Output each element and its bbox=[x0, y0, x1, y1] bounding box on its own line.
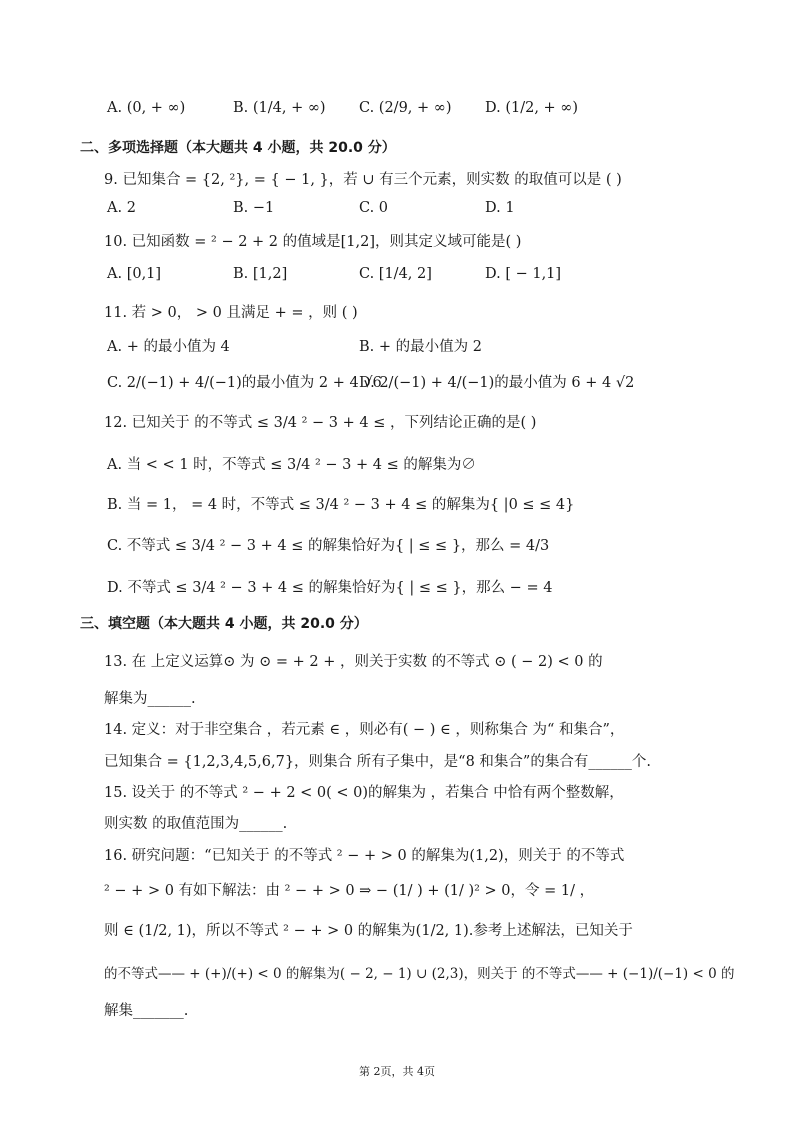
q12-option-d: D. 不等式 ≤ 3/4 ² − 3 + 4 ≤ 的解集恰好为{ | ≤ ≤ }，那么 − = 4 bbox=[107, 580, 553, 596]
q11-option-d: D. 2/(−1) + 4/(−1)的最小值为 6 + 4 √2 bbox=[359, 375, 635, 391]
question-16-line-1: 16. 研究问题：“已知关于 的不等式 ² − + > 0 的解集为(1,2)，则关于 的不等式 bbox=[104, 848, 625, 864]
q9-option-c: C. 0 bbox=[359, 200, 389, 216]
q8-option-d: D. (1/2, + ∞) bbox=[485, 100, 579, 116]
q10-option-c: C. [1/4, 2] bbox=[359, 266, 432, 282]
question-15-line-1: 15. 设关于 的不等式 ² − + 2 < 0( < 0)的解集为 ，若集合 中恰有两个整数解， bbox=[104, 785, 624, 801]
question-14-line-2: 已知集合 = {1,2,3,4,5,6,7}，则集合 所有子集中，是“8 和集合”的集合有______个. bbox=[104, 754, 651, 770]
q9-option-b: B. −1 bbox=[233, 200, 275, 216]
question-10-stem: 10. 已知函数 = ² − 2 + 2 的值域是[1,2]，则其定义域可能是( ) bbox=[104, 234, 522, 250]
question-12-stem: 12. 已知关于 的不等式 ≤ 3/4 ² − 3 + 4 ≤ ，下列结论正确的是( ) bbox=[104, 415, 537, 431]
q8-option-b: B. (1/4, + ∞) bbox=[233, 100, 326, 116]
q12-option-b: B. 当 = 1， = 4 时，不等式 ≤ 3/4 ² − 3 + 4 ≤ 的解集为{ |0 ≤ ≤ 4} bbox=[107, 497, 575, 513]
question-16-line-3: 则 ∈ (1/2, 1)，所以不等式 ² − + > 0 的解集为(1/2, 1).参考上述解法，已知关于 bbox=[104, 923, 633, 939]
q8-option-c: C. (2/9, + ∞) bbox=[359, 100, 452, 116]
question-14-line-1: 14. 定义：对于非空集合 ，若元素 ∈ ，则必有( − ) ∈ ，则称集合 为“ 和集合”， bbox=[104, 722, 625, 738]
question-16-line-4: 的不等式—— + (+)/(+) < 0 的解集为( − 2, − 1) ∪ (2,3)，则关于 的不等式—— + (−1)/(−1) < 0 的 bbox=[104, 966, 735, 982]
page-footer: 第 2页，共 4页 bbox=[359, 1065, 435, 1078]
q9-option-d: D. 1 bbox=[485, 200, 515, 216]
q9-option-a: A. 2 bbox=[107, 200, 136, 216]
q8-option-a: A. (0, + ∞) bbox=[107, 100, 186, 116]
q12-option-a: A. 当 < < 1 时，不等式 ≤ 3/4 ² − 3 + 4 ≤ 的解集为∅ bbox=[107, 457, 476, 473]
section-heading-fill-in: 三、填空题（本大题共 4 小题，共 20.0 分） bbox=[80, 616, 368, 632]
q10-option-d: D. [ − 1,1] bbox=[485, 266, 562, 282]
question-15-line-2: 则实数 的取值范围为______. bbox=[104, 816, 288, 832]
q11-option-a: A. + 的最小值为 4 bbox=[107, 339, 230, 355]
question-13-line-1: 13. 在 上定义运算⊙ 为 ⊙ = + 2 + ，则关于实数 的不等式 ⊙ ( − 2) < 0 的 bbox=[104, 654, 603, 670]
question-9-stem: 9. 已知集合 = {2, ²}, = { − 1, }，若 ∪ 有三个元素，则实数 的取值可以是 ( ) bbox=[104, 172, 622, 188]
q12-option-c: C. 不等式 ≤ 3/4 ² − 3 + 4 ≤ 的解集恰好为{ | ≤ ≤ }，那么 = 4/3 bbox=[107, 538, 550, 554]
question-16-line-2: ² − + > 0 有如下解法：由 ² − + > 0 ⇒ − (1/ ) + (1/ )² > 0，令 = 1/ ， bbox=[104, 883, 595, 899]
question-16-line-5: 解集_______. bbox=[104, 1003, 189, 1019]
q11-option-c: C. 2/(−1) + 4/(−1)的最小值为 2 + 4 √6 bbox=[107, 375, 382, 391]
q11-option-b: B. + 的最小值为 2 bbox=[359, 339, 482, 355]
question-11-stem: 11. 若 > 0， > 0 且满足 + = ，则 ( ) bbox=[104, 305, 358, 321]
question-13-line-2: 解集为______. bbox=[104, 691, 196, 707]
q10-option-b: B. [1,2] bbox=[233, 266, 288, 282]
section-heading-multiple-choice: 二、多项选择题（本大题共 4 小题，共 20.0 分） bbox=[80, 140, 396, 156]
q10-option-a: A. [0,1] bbox=[107, 266, 162, 282]
